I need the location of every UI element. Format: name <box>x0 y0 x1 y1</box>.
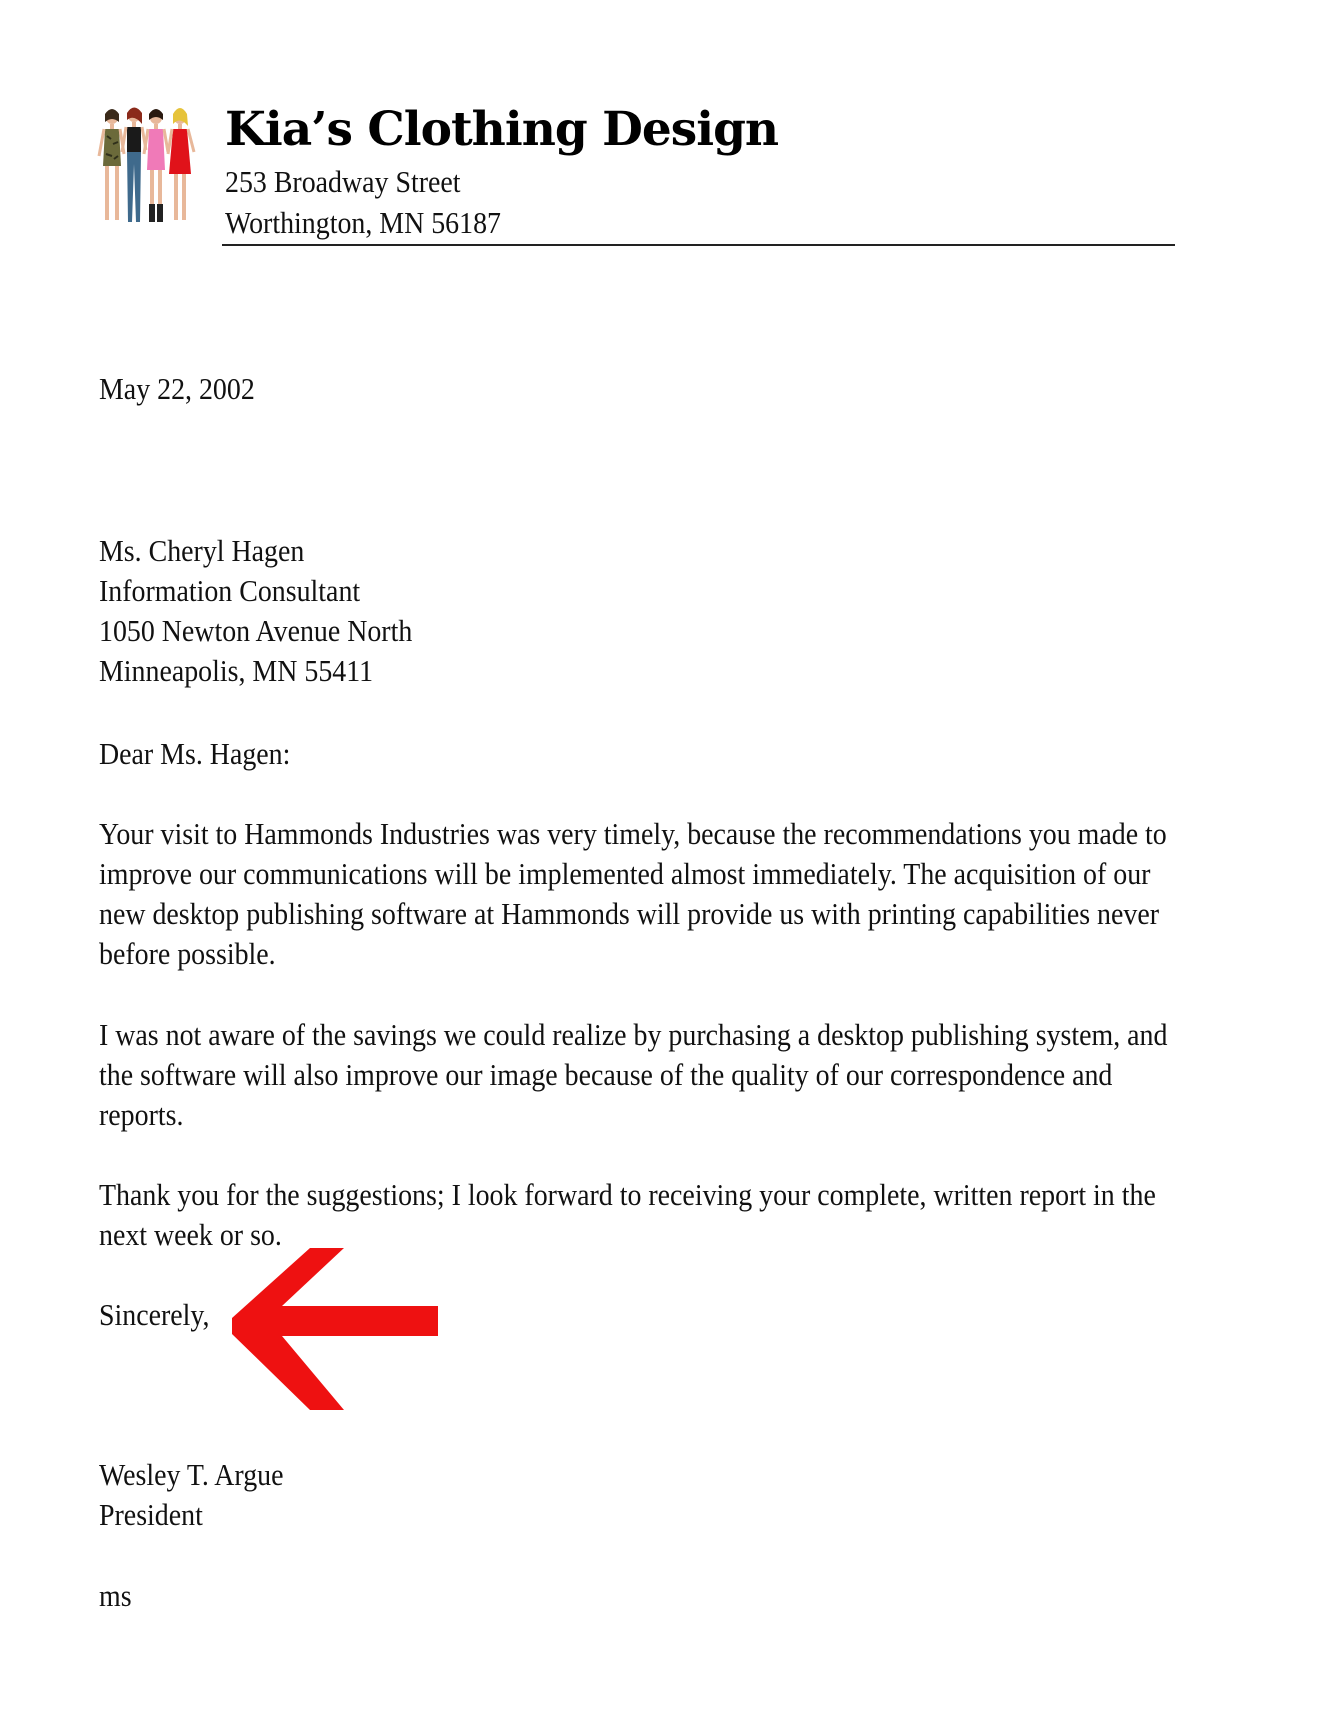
body-paragraph-1-line: Your visit to Hammonds Industries was very timely, because the recommendations you made to <box>99 816 1167 851</box>
body-paragraph-1-line: improve our communications will be implemented almost immediately. The acquisition of our <box>99 856 1151 891</box>
reference-initials: ms <box>99 1578 132 1613</box>
body-paragraph-2-line: reports. <box>99 1097 184 1132</box>
company-name: Kia’s Clothing Design <box>225 102 779 157</box>
body-paragraph-3-line: Thank you for the suggestions; I look forward to receiving your complete, written report in the <box>99 1177 1156 1212</box>
salutation: Dear Ms. Hagen: <box>99 736 291 771</box>
company-address-city: Worthington, MN 56187 <box>225 205 501 240</box>
body-paragraph-2-line: I was not aware of the savings we could realize by purchasing a desktop publishing system, and <box>99 1017 1168 1052</box>
body-paragraph-1-line: before possible. <box>99 936 276 971</box>
body-paragraph-1-line: new desktop publishing software at Hammonds will provide us with printing capabilities never <box>99 896 1160 931</box>
letterhead-divider <box>222 244 1175 246</box>
recipient-city: Minneapolis, MN 55411 <box>99 653 374 688</box>
body-paragraph-3-line: next week or so. <box>99 1217 282 1252</box>
signer-title: President <box>99 1497 203 1532</box>
letter-date: May 22, 2002 <box>99 371 255 406</box>
body-paragraph-2-line: the software will also improve our image because of the quality of our correspondence and <box>99 1057 1113 1092</box>
red-arrow-left-icon <box>232 1248 442 1410</box>
model-4-figure <box>168 108 194 220</box>
model-3-figure <box>144 109 168 222</box>
recipient-name: Ms. Cheryl Hagen <box>99 533 305 568</box>
closing: Sincerely, <box>99 1297 210 1332</box>
recipient-street: 1050 Newton Avenue North <box>99 613 413 648</box>
recipient-title: Information Consultant <box>99 573 361 608</box>
model-1-figure <box>99 109 124 220</box>
signer-name: Wesley T. Argue <box>99 1457 284 1492</box>
company-address-street: 253 Broadway Street <box>225 164 461 199</box>
model-2-figure <box>122 108 146 223</box>
fashion-models-logo <box>96 104 200 232</box>
